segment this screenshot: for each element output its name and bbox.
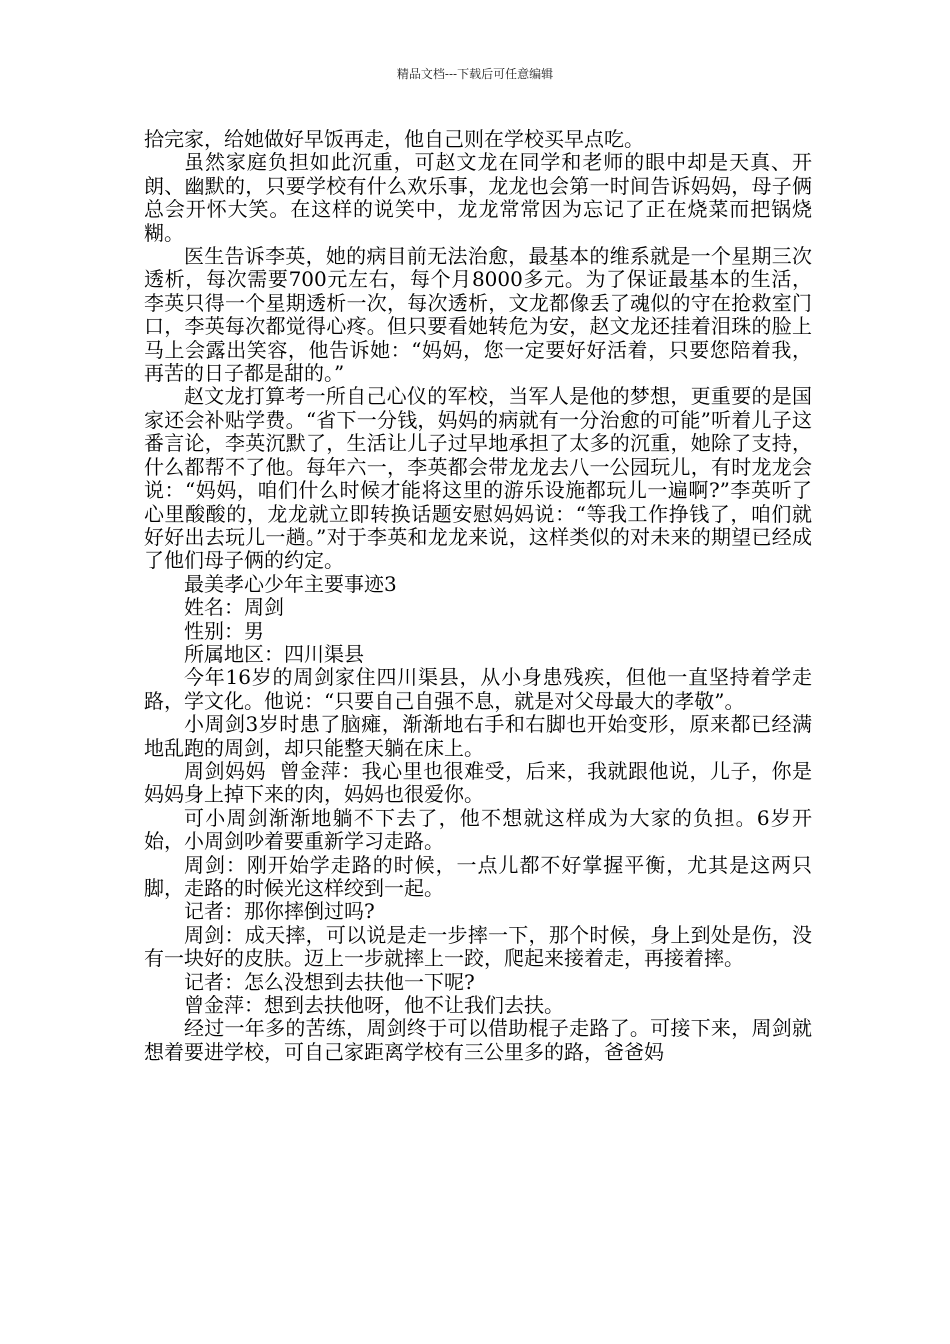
dialogue-line: 记者：怎么没想到去扶他一下呢?	[184, 969, 475, 994]
dialogue-line: 周剑：成天摔，可以说是走一步摔一下，那个时候，身上到处是伤，没有一块好的皮肤。迈上一步就摔上一跤，爬起来接着走，再接着摔。	[144, 922, 812, 971]
document-body	[144, 128, 812, 1064]
paragraph: 小周剑3岁时患了脑瘫，渐渐地右手和右脚也开始变形，原来都已经满地乱跑的周剑，却只能整天躺在床上。	[144, 712, 812, 760]
paragraph: 拾完家，给她做好早饭再走，他自己则在学校买早点吃。	[144, 127, 644, 151]
section-heading: 最美孝心少年主要事迹3	[184, 571, 397, 596]
paragraph: 今年16岁的周剑家住四川渠县，从小身患残疾，但他一直坚持着学走路，学文化。他说：“只要自己自强不息，就是对父母最大的孝敬”。	[144, 665, 812, 713]
paragraph: 医生告诉李英，她的病目前无法治愈，最基本的维系就是一个星期三次透析，每次需要700元左右，每个月8000多元。为了保证最基本的生活，李英只得一个星期透析一次，每次透析，文龙都像丢了魂似的守在抢救室门口，李英每次都觉得心疼。但只要看她转危为安，赵文龙还挂着泪珠的脸上马上会露出笑容，他告诉她：“妈妈，您一定要好好活着，只要您陪着我，再苦的日子都是甜的。”	[144, 244, 812, 386]
info-name: 姓名：周剑	[184, 595, 284, 620]
info-gender: 性别：男	[184, 618, 264, 643]
info-region: 所属地区：四川渠县	[184, 641, 364, 666]
page-header: 精品文档---下载后可任意编辑	[396, 67, 554, 81]
paragraph: 赵文龙打算考一所自己心仪的军校，当军人是他的梦想，更重要的是国家还会补贴学费。“省下一分钱，妈妈的病就有一分治愈的可能”听着儿子这番言论，李英沉默了，生活让儿子过早地承担了太多的沉重，她除了支持，什么都帮不了他。每年六一，李英都会带龙龙去八一公园玩儿，有时龙龙会说：“妈妈，咱们什么时候才能将这里的游乐设施都玩儿一遍啊?”李英听了心里酸酸的，龙龙就立即转换话题安慰妈妈说：“等我工作挣钱了，咱们就好好出去玩儿一趟。”对于李英和龙龙来说，这样类似的对未来的期望已经成了他们母子俩的约定。	[144, 384, 812, 573]
paragraph: 周剑妈妈 曾金萍：我心里也很难受，后来，我就跟他说，儿子，你是妈妈身上掉下来的肉，妈妈也很爱你。	[144, 758, 812, 807]
dialogue-line: 曾金萍：想到去扶他呀，他不让我们去扶。	[184, 993, 564, 1018]
paragraph: 周剑：刚开始学走路的时候，一点儿都不好掌握平衡，尤其是这两只脚，走路的时候光这样绞到一起。	[144, 852, 812, 900]
paragraph: 虽然家庭负担如此沉重，可赵文龙在同学和老师的眼中却是天真、开朗、幽默的，只要学校有什么欢乐事，龙龙也会第一时间告诉妈妈，母子俩总会开怀大笑。在这样的说笑中，龙龙常常因为忘记了正在烧菜而把锅烧糊。	[144, 150, 812, 245]
dialogue-line: 记者：那你摔倒过吗?	[184, 899, 375, 924]
paragraph: 可小周剑渐渐地躺不下去了，他不想就这样成为大家的负担。6岁开始，小周剑吵着要重新学习走路。	[144, 805, 812, 854]
paragraph: 经过一年多的苦练，周剑终于可以借助棍子走路了。可接下来，周剑就想着要进学校，可自己家距离学校有三公里多的路，爸爸妈	[144, 1016, 812, 1064]
